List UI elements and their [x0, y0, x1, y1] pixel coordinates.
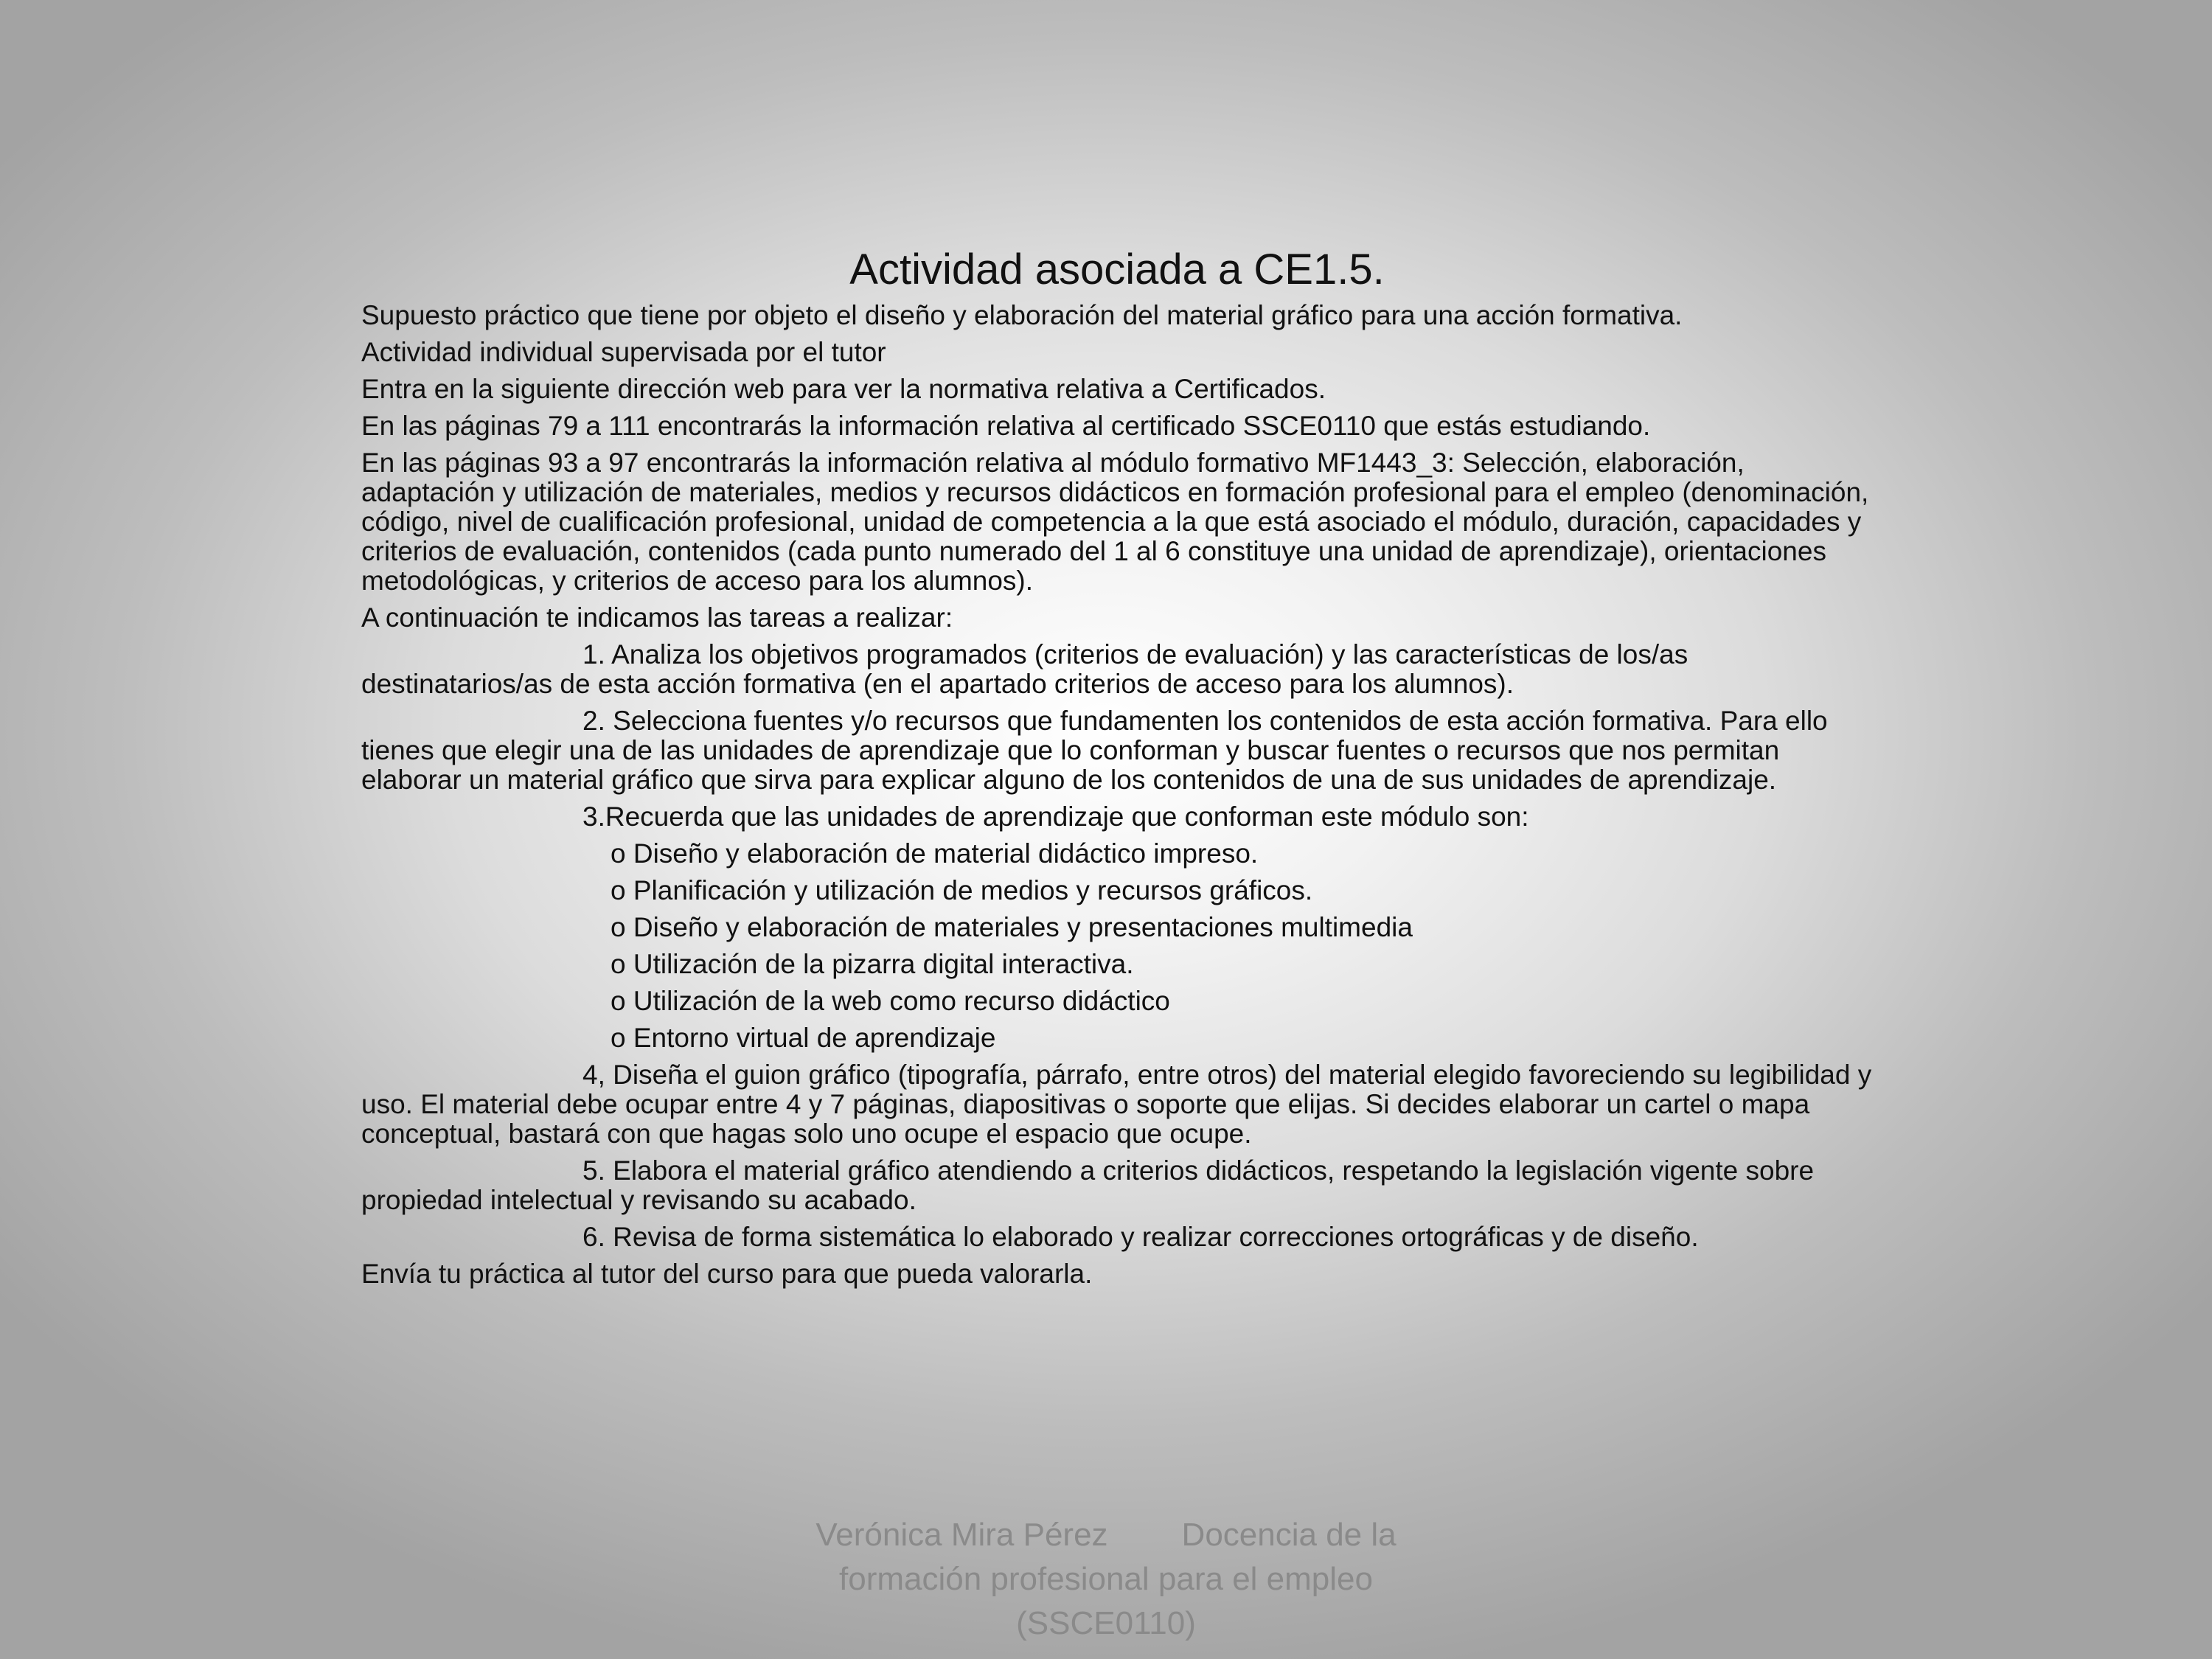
paragraph-pages-certificate: En las páginas 79 a 111 encontrarás la información relativa al certificado SSCE0110 que estás estudiando. — [361, 411, 1651, 441]
paragraph-pages-module: En las páginas 93 a 97 encontrarás la información relativa al módulo formativo MF1443_3: Selección, elaboración, adaptación y utilización de materiales, medios y recursos didácticos en formación profesional para el empleo (denominación, código, nivel de cualificación profesional, unidad de competencia a la que está asociado el módulo, duración, capacidades y criterios de evaluación, contenidos (cada punto numerado del 1 al 6 constituye una unidad de aprendizaje), orientaciones metodológicas, y criterios de acceso para los alumnos). — [361, 448, 1869, 596]
paragraph-web-address: Entra en la siguiente dirección web para ver la normativa relativa a Certificados. — [361, 374, 1326, 404]
unit-item-5: o Utilización de la web como recurso didáctico — [611, 986, 1170, 1016]
unit-item-1: o Diseño y elaboración de material didáctico impreso. — [611, 838, 1259, 869]
paragraph-closing: Envía tu práctica al tutor del curso para que pueda valorarla. — [361, 1259, 1093, 1289]
task-item-5: 5. Elabora el material gráfico atendiendo a criterios didácticos, respetando la legislación vigente sobre propiedad intelectual y revisando su acabado. — [361, 1155, 1815, 1215]
unit-item-3: o Diseño y elaboración de materiales y presentaciones multimedia — [611, 912, 1413, 942]
task-item-6: 6. Revisa de forma sistemática lo elaborado y realizar correcciones ortográficas y de diseño. — [582, 1222, 1699, 1252]
footer-course-line-1: Docencia de la — [1181, 1517, 1397, 1553]
paragraph-intro: Supuesto práctico que tiene por objeto el diseño y elaboración del material gráfico para una acción formativa. — [361, 300, 1683, 330]
footer-line-1 — [737, 1513, 1475, 1557]
task-item-3: 3.Recuerda que las unidades de aprendizaje que conforman este módulo son: — [582, 801, 1529, 832]
paragraph-tasks-intro: A continuación te indicamos las tareas a realizar: — [361, 602, 953, 633]
unit-item-4: o Utilización de la pizarra digital interactiva. — [611, 949, 1134, 979]
paragraph-individual: Actividad individual supervisada por el tutor — [361, 337, 886, 367]
footer-course-line-3: (SSCE0110) — [1016, 1605, 1196, 1641]
slide-title: Actividad asociada a CE1.5. — [849, 246, 1385, 293]
footer-course-line-2: formación profesional para el empleo — [839, 1561, 1373, 1597]
task-item-2: 2. Selecciona fuentes y/o recursos que fundamenten los contenidos de esta acción formativa. Para ello tienes que elegir una de las unidades de aprendizaje que lo conforman y buscar fuentes o recursos que nos permitan elaborar un material gráfico que sirva para explicar alguno de los contenidos de una de sus unidades de aprendizaje. — [361, 706, 1828, 795]
footer-author: Verónica Mira Pérez — [815, 1517, 1108, 1553]
task-item-4: 4, Diseña el guion gráfico (tipografía, párrafo, entre otros) del material elegido favoreciendo su legibilidad y uso. El material debe ocupar entre 4 y 7 páginas, diapositivas o soporte que elijas. Si decides elaborar un cartel o mapa conceptual, bastará con que hagas solo uno ocupe el espacio que ocupe. — [361, 1060, 1872, 1149]
unit-item-2: o Planificación y utilización de medios y recursos gráficos. — [611, 875, 1313, 905]
task-item-1: 1. Analiza los objetivos programados (criterios de evaluación) y las características de los/as destinatarios/as de esta acción formativa (en el apartado criterios de acceso para los alumnos). — [361, 639, 1688, 699]
slide-footer — [737, 1513, 1475, 1646]
slide-content — [361, 243, 1873, 1296]
unit-item-6: o Entorno virtual de aprendizaje — [611, 1023, 996, 1053]
